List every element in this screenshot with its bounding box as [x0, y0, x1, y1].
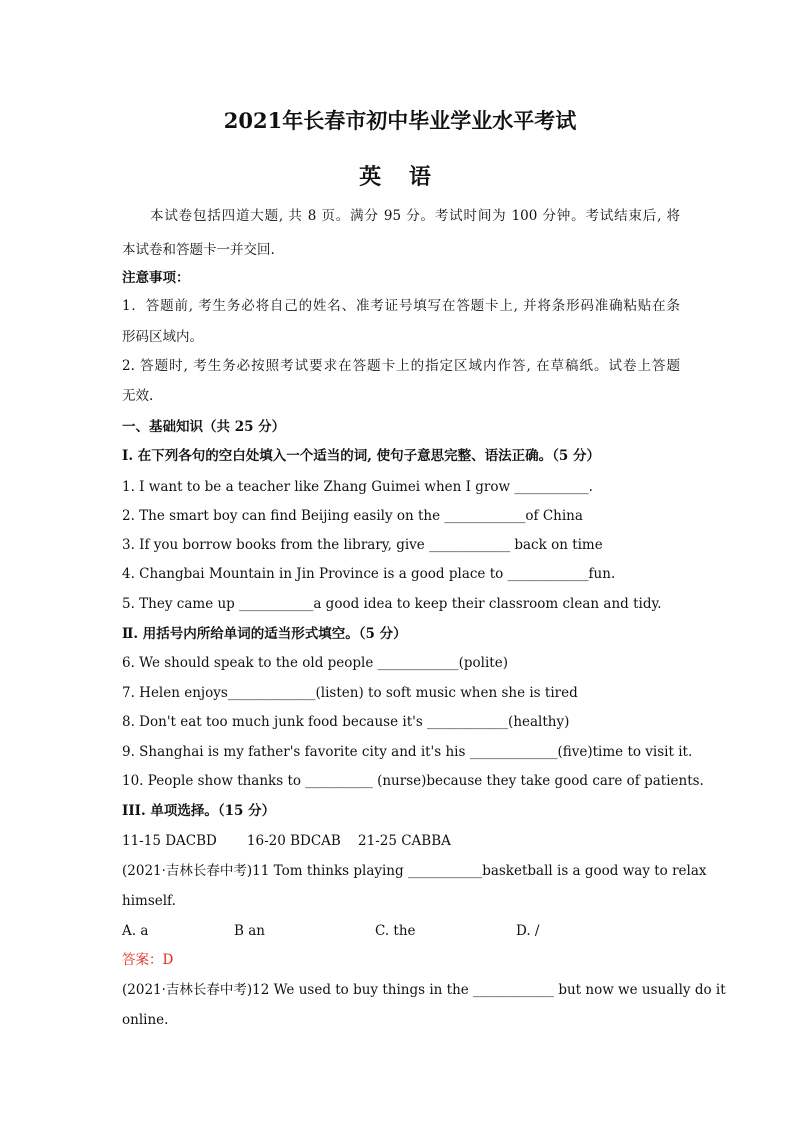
question-12-line-1: (2021·吉林长春中考)12 We used to buy things in the ____________ but now we usually do it: [122, 982, 726, 998]
notice-2-line-1: 2. 答题时, 考生务必按照考试要求在答题卡上的指定区域内作答, 在草稿纸。试卷上答题: [122, 358, 680, 374]
section-2-item-8: 8. Don't eat too much junk food because it's ____________(healthy): [122, 714, 570, 730]
section-1-item-1: 1. I want to be a teacher like Zhang Guimei when I grow ___________.: [122, 479, 593, 495]
question-12-line-2: online.: [122, 1012, 169, 1028]
section-2-item-6: 6. We should speak to the old people ____________(polite): [122, 655, 508, 671]
option-d: D. /: [516, 923, 540, 939]
notice-heading: 注意事项：: [122, 270, 190, 286]
section-1-item-5: 5. They came up ___________a good idea to keep their classroom clean and tidy.: [122, 596, 662, 612]
section-3-heading: III. 单项选择。（15 分）: [122, 803, 276, 819]
question-11-line-1: (2021·吉林长春中考)11 Tom thinks playing ___________basketball is a good way to relax: [122, 863, 707, 879]
notice-1-line-1: 1．答题前, 考生务必将自己的姓名、准考证号填写在答题卡上, 并将条形码准确粘贴在条: [122, 298, 680, 314]
option-c: C. the: [375, 923, 416, 939]
section-2-heading: Ⅱ. 用括号内所给单词的适当形式填空。（5 分）: [122, 626, 407, 642]
subject-title: 英 语: [359, 164, 441, 190]
answer-key: 11-15 DACBD 16-20 BDCAB 21-25 CABBA: [122, 833, 451, 849]
part-1-heading: 一、基础知识（共 25 分）: [122, 419, 286, 435]
intro-line-2: 本试卷和答题卡一并交回.: [122, 242, 275, 258]
question-11-line-2: himself.: [122, 893, 176, 909]
section-2-item-10: 10. People show thanks to __________ (nurse)because they take good care of patients.: [122, 773, 704, 789]
option-b: B an: [234, 923, 265, 939]
section-1-item-4: 4. Changbai Mountain in Jin Province is a good place to ____________fun.: [122, 566, 616, 582]
intro-line-1: 本试卷包括四道大题, 共 8 页。满分 95 分。考试时间为 100 分钟。考试结束后, 将: [150, 208, 680, 224]
exam-title: 2021年长春市初中毕业学业水平考试: [223, 108, 577, 133]
notice-2-line-2: 无效.: [122, 388, 154, 404]
section-1-heading: I. 在下列各句的空白处填入一个适当的词, 使句子意思完整、语法正确。（5 分）: [122, 448, 600, 464]
question-11-options: [122, 921, 680, 941]
section-1-item-3: 3. If you borrow books from the library, give ____________ back on time: [122, 537, 603, 553]
section-2-item-9: 9. Shanghai is my father's favorite city and it's his _____________(five)time to visit it.: [122, 744, 693, 760]
option-a: A. a: [122, 923, 149, 939]
question-11-answer: 答案：D: [122, 952, 174, 968]
section-2-item-7: 7. Helen enjoys_____________(listen) to soft music when she is tired: [122, 685, 578, 701]
notice-1-line-2: 形码区域内。: [122, 329, 203, 345]
section-1-item-2: 2. The smart boy can find Beijing easily on the ____________of China: [122, 508, 583, 524]
